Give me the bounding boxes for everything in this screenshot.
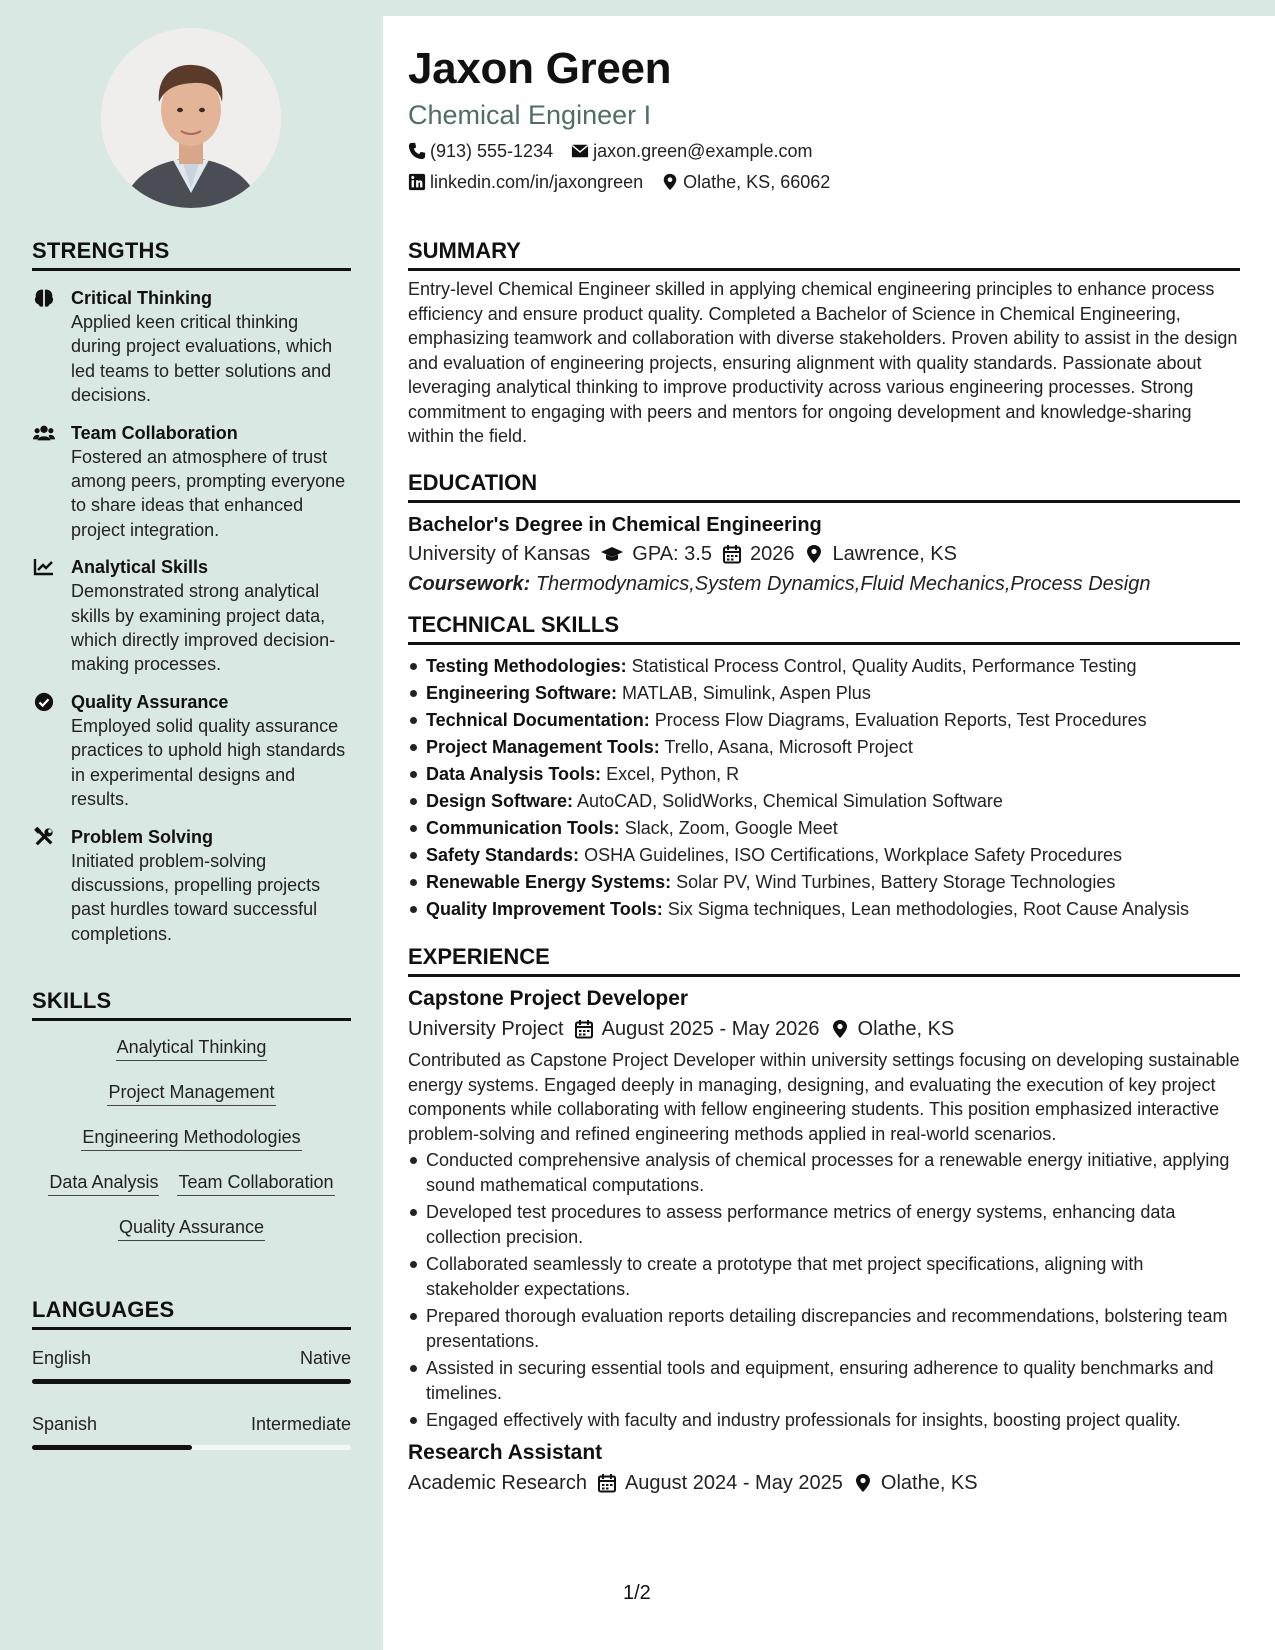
coursework-label: Coursework: [408, 573, 531, 595]
location-text: Olathe, KS, 66062 [683, 172, 831, 192]
main-content [383, 16, 1275, 1650]
summary-heading: SUMMARY [408, 238, 1240, 271]
strength-desc: Demonstrated strong analytical skills by examining project data, which directly improved decision-making processes. [71, 581, 336, 675]
summary-text: Entry-level Chemical Engineer skilled in applying chemical engineering principles to enhance process efficiency and ensure product quality. Completed a Bachelor of Science in Chemical Engineering, emphasizing teamwork and collaboration with diverse stakeholders. Proven ability to assist in the design and evaluation of engineering projects, ensuring alignment with quality standards. Passionate about leveraging analytical thinking to improve productivity across various engineering processes. Strong commitment to engaging with peers and mentors for ongoing development and knowledge-sharing within the field. [408, 279, 1238, 446]
language-name: English [32, 1348, 92, 1368]
list-item [408, 788, 1240, 815]
strength-desc: Employed solid quality assurance practices to uphold high standards in experimental designs and results. [71, 715, 346, 810]
education-meta [408, 540, 1240, 568]
phone-icon [408, 142, 426, 160]
language-bar-fill [32, 1445, 192, 1450]
tech-skill-value: Six Sigma techniques, Lean methodologies, Root Cause Analysis [667, 899, 1190, 919]
chart-line-icon [32, 556, 56, 578]
tech-skill-value: AutoCAD, SolidWorks, Chemical Simulation Software [577, 791, 1003, 811]
skill-tag: Quality Assurance [118, 1215, 265, 1241]
strengths-section [32, 238, 351, 946]
strength-item [32, 286, 351, 408]
list-item [408, 896, 1240, 923]
skill-tag: Engineering Methodologies [81, 1125, 301, 1151]
strength-title: Analytical Skills [71, 557, 209, 578]
job-dates: August 2025 - May 2026 [601, 1018, 820, 1040]
coursework-list: Thermodynamics,System Dynamics,Fluid Mechanics,Process Design [535, 573, 1151, 595]
strengths-heading: STRENGTHS [32, 238, 351, 271]
tech-skill-label: Project Management Tools: [426, 737, 660, 757]
strength-title: Quality Assurance [71, 691, 229, 712]
profile-photo [101, 28, 281, 208]
tech-skill-value: Trello, Asana, Microsoft Project [664, 737, 913, 757]
skills-list [32, 1035, 351, 1260]
tech-skill-label: Safety Standards: [426, 845, 580, 865]
map-pin-icon [804, 544, 824, 564]
language-level: Intermediate [250, 1414, 351, 1434]
graduation-cap-icon [600, 544, 624, 564]
calendar-icon [574, 1019, 594, 1039]
contact-location [661, 170, 830, 194]
graduation-year: 2026 [749, 543, 795, 565]
job-dates: August 2024 - May 2025 [624, 1471, 843, 1494]
strength-item [32, 421, 351, 543]
strength-item [32, 555, 351, 677]
coursework [408, 570, 1240, 598]
job-location: Olathe, KS [857, 1018, 955, 1040]
degree: Bachelor's Degree in Chemical Engineering [408, 514, 822, 536]
strength-item [32, 825, 351, 947]
language-bar [32, 1379, 351, 1384]
languages-heading: LANGUAGES [32, 1297, 351, 1330]
language-item [32, 1412, 351, 1450]
tech-skill-label: Engineering Software: [426, 683, 618, 703]
tech-skill-value: Process Flow Diagrams, Evaluation Reports, Test Procedures [654, 710, 1147, 730]
linkedin-text: linkedin.com/in/jaxongreen [430, 172, 644, 192]
list-item [408, 680, 1240, 707]
list-item [408, 653, 1240, 680]
job-meta [408, 1469, 1240, 1497]
language-bar [32, 1445, 351, 1450]
map-pin-icon [853, 1473, 873, 1493]
school-location: Lawrence, KS [832, 543, 957, 565]
school: University of Kansas [408, 543, 591, 565]
list-item: Assisted in securing essential tools and equipment, ensuring adherence to quality benchmarks and timelines. [408, 1356, 1240, 1405]
tech-skill-value: Excel, Python, R [606, 764, 740, 784]
language-name: Spanish [32, 1414, 98, 1434]
languages-section [32, 1297, 351, 1450]
candidate-name: Jaxon Green [408, 44, 672, 93]
calendar-icon [722, 544, 742, 564]
list-item [408, 707, 1240, 734]
experience-section [408, 944, 1240, 1497]
contact-linkedin[interactable] [408, 170, 643, 194]
tech-skill-label: Communication Tools: [426, 818, 620, 838]
tech-skill-value: OSHA Guidelines, ISO Certifications, Workplace Safety Procedures [584, 845, 1122, 865]
job-location: Olathe, KS [880, 1471, 978, 1494]
job-org: University Project [408, 1018, 564, 1040]
job-title: Chemical Engineer I [408, 100, 652, 130]
tech-skill-value: Solar PV, Wind Turbines, Battery Storage Technologies [676, 872, 1116, 892]
job-position: Research Assistant [408, 1440, 603, 1464]
brain-icon [32, 287, 56, 309]
tech-skill-label: Quality Improvement Tools: [426, 899, 663, 919]
skill-tag: Data Analysis [48, 1170, 159, 1196]
tech-skill-label: Renewable Energy Systems: [426, 872, 672, 892]
tech-skill-label: Testing Methodologies: [426, 656, 627, 676]
list-item [408, 842, 1240, 869]
strength-desc: Applied keen critical thinking during project evaluations, which led teams to better solutions and decisions. [71, 312, 333, 406]
strength-desc: Initiated problem-solving discussions, propelling projects past hurdles toward successful completions. [71, 850, 321, 944]
check-circle-icon [32, 691, 56, 713]
job-position: Capstone Project Developer [408, 987, 689, 1010]
skills-heading: SKILLS [32, 988, 351, 1021]
education-heading: EDUCATION [408, 470, 1240, 503]
tech-skill-label: Data Analysis Tools: [426, 764, 602, 784]
technical-skills-section [408, 612, 1240, 923]
page-number: 1/2 [623, 1582, 651, 1604]
email-text: jaxon.green@example.com [593, 141, 813, 161]
list-item [408, 815, 1240, 842]
skill-tag: Project Management [107, 1080, 275, 1106]
tech-skill-value: Statistical Process Control, Quality Audits, Performance Testing [631, 656, 1137, 676]
strength-item [32, 690, 351, 812]
technical-skills-list [408, 653, 1240, 923]
list-item: Conducted comprehensive analysis of chemical processes for a renewable energy initiative, applying sound mathematical computations. [408, 1148, 1240, 1197]
language-bar-fill [32, 1379, 351, 1384]
phone-text: (913) 555-1234 [430, 141, 554, 161]
technical-skills-heading: TECHNICAL SKILLS [408, 612, 1240, 645]
job-bullets [408, 1148, 1240, 1433]
list-item: Prepared thorough evaluation reports detailing discrepancies and recommendations, bolstering team presentations. [408, 1304, 1240, 1353]
contact-email[interactable] [571, 139, 812, 163]
header [408, 42, 830, 194]
list-item [408, 761, 1240, 788]
language-level: Native [299, 1348, 351, 1368]
job-meta [408, 1015, 1240, 1043]
calendar-icon [597, 1473, 617, 1493]
tech-skill-label: Design Software: [426, 791, 574, 811]
tech-skill-value: MATLAB, Simulink, Aspen Plus [622, 683, 871, 703]
skill-tag: Team Collaboration [177, 1170, 334, 1196]
language-item [32, 1346, 351, 1384]
education-section [408, 470, 1240, 598]
skill-tag: Analytical Thinking [116, 1035, 268, 1061]
map-pin-icon [661, 173, 679, 191]
job-description: Contributed as Capstone Project Developer within university settings focusing on developing sustainable energy systems. Engaged deeply in managing, designing, and evaluating the execution of key project components while collaborating with fellow engineering students. This position emphasized interactive problem-solving and refined engineering methods applied in real-world scenarios. [408, 1050, 1240, 1144]
job-org: Academic Research [408, 1471, 587, 1494]
users-icon [32, 422, 56, 444]
list-item [408, 869, 1240, 896]
strength-title: Problem Solving [71, 826, 214, 847]
strength-desc: Fostered an atmosphere of trust among peers, prompting everyone to share ideas that enhanced project integration. [71, 446, 346, 540]
contact-phone[interactable] [408, 139, 553, 163]
contact-line [408, 170, 830, 194]
summary-section [408, 238, 1240, 449]
tech-skill-label: Technical Documentation: [426, 710, 650, 730]
experience-heading: EXPERIENCE [408, 944, 1240, 977]
map-pin-icon [830, 1019, 850, 1039]
linkedin-icon [408, 173, 426, 191]
strength-title: Team Collaboration [71, 422, 238, 443]
strength-title: Critical Thinking [71, 288, 213, 308]
sidebar [0, 0, 383, 1650]
tech-skill-value: Slack, Zoom, Google Meet [624, 818, 838, 838]
list-item [408, 734, 1240, 761]
list-item: Developed test procedures to assess performance metrics of energy systems, enhancing data collection precision. [408, 1200, 1240, 1249]
skills-section [32, 988, 351, 1260]
list-item: Engaged effectively with faculty and industry professionals for insights, boosting project quality. [408, 1408, 1240, 1433]
contact-line [408, 139, 830, 163]
email-icon [571, 142, 589, 160]
list-item: Collaborated seamlessly to create a prototype that met project specifications, aligning with stakeholder expectations. [408, 1252, 1240, 1301]
tools-icon [32, 826, 56, 848]
gpa: GPA: 3.5 [632, 543, 712, 565]
